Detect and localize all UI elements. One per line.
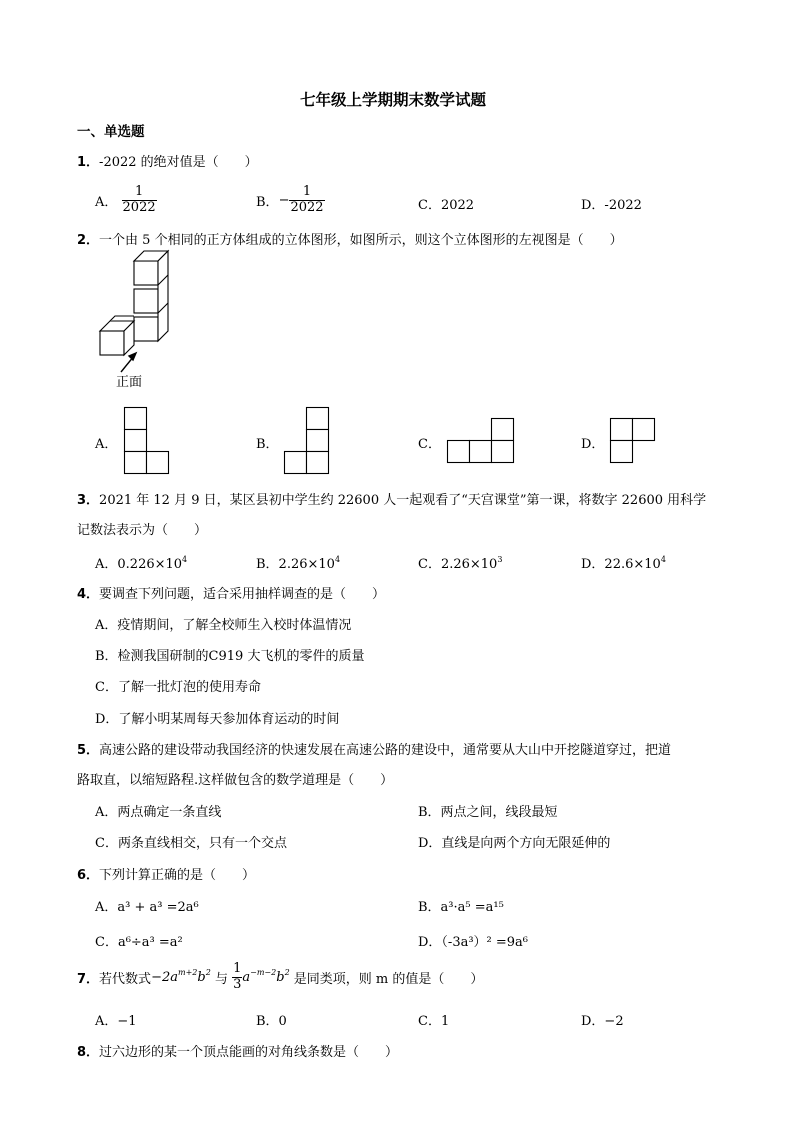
question-6 — [77, 864, 255, 883]
numerator: 1 — [302, 184, 312, 199]
question-text: 要调查下列问题，适合采用抽样调查的是（ ） — [99, 587, 386, 602]
option-d: D．（-3a³）² =9a⁶ — [418, 935, 529, 950]
option-a: A．疫情期间，了解全校师生入校时体温情况 — [95, 618, 352, 633]
option-c: C．a⁶÷a³ =a² — [95, 935, 183, 950]
fraction — [289, 185, 324, 216]
question-text-post: 是同类项，则 m 的值是（ ） — [293, 971, 484, 987]
expr-base: a — [242, 969, 251, 985]
page-title: 七年级上学期期末数学试题 — [300, 91, 487, 109]
option-a: A．−1 — [95, 1014, 137, 1029]
question-5 — [77, 739, 671, 758]
option-a-view — [124, 407, 170, 474]
question-7 — [77, 962, 483, 993]
option-b: B．检测我国研制的C919 大飞机的零件的质量 — [95, 649, 365, 664]
option-d: D．直线是向两个方向无限延伸的 — [418, 836, 611, 851]
option-text: D．22.6×10 — [581, 557, 661, 572]
denominator: 2022 — [290, 199, 324, 215]
fraction — [232, 962, 242, 993]
option-c-label: C． — [418, 437, 441, 452]
option-text: C．2.26×10 — [418, 557, 498, 572]
question-1 — [77, 151, 258, 170]
question-number: 2． — [77, 233, 100, 248]
expr-exponent: −m−2 — [250, 967, 277, 977]
question-number: 7． — [77, 971, 100, 987]
fraction — [122, 185, 157, 216]
denominator: 2022 — [122, 199, 156, 215]
question-8 — [77, 1041, 398, 1060]
option-d — [581, 553, 666, 572]
expr-var: b — [197, 969, 206, 985]
option-label: B． — [256, 194, 279, 210]
exponent: 3 — [497, 555, 503, 564]
question-text-pre: 若代数式 — [99, 971, 152, 987]
question-text: 一个由 5 个相同的正方体组成的立体图形，如图所示，则这个立体图形的左视图是（ ） — [99, 233, 623, 248]
option-b-label: B． — [256, 437, 279, 452]
option-c: C．两条直线相交，只有一个交点 — [95, 836, 287, 851]
front-label: 正面 — [116, 375, 143, 390]
expr-exponent: 2 — [205, 967, 211, 977]
option-d-view — [610, 418, 656, 463]
option-a-label: A． — [95, 437, 118, 452]
question-number: 8． — [77, 1045, 100, 1060]
question-5-line2: 路取直，以缩短路程.这样做包含的数学道理是（ ） — [77, 773, 394, 788]
option-b: B．a³·a⁵ =a¹⁵ — [418, 900, 504, 915]
option-b: B．两点之间，线段最短 — [418, 805, 558, 820]
option-text: A．0.226×10 — [95, 557, 183, 572]
exponent: 4 — [182, 555, 188, 564]
section-heading: 一、单选题 — [77, 124, 145, 140]
question-number: 5． — [77, 743, 100, 758]
denominator: 3 — [233, 976, 242, 992]
exponent: 4 — [334, 555, 341, 564]
question-4 — [77, 583, 385, 602]
question-text-line1: 高速公路的建设带动我国经济的快速发展在高速公路的建设中，通常要从大山中开挖隧道穿过，把道 — [99, 743, 672, 758]
option-a: A．两点确定一条直线 — [95, 805, 222, 820]
exponent: 4 — [660, 555, 666, 564]
expr-exponent: m+2 — [177, 967, 198, 977]
question-number: 3． — [77, 493, 100, 508]
question-text: 过六边形的某一个顶点能画的对角线条数是（ ） — [99, 1045, 399, 1060]
numerator: 1 — [233, 961, 242, 976]
question-3 — [77, 489, 706, 508]
option-a — [95, 553, 187, 572]
option-a — [95, 185, 157, 216]
question-text-mid: 与 — [214, 971, 228, 987]
question-text: -2022 的绝对值是（ ） — [99, 155, 258, 170]
question-number: 6． — [77, 868, 100, 883]
option-c: C．了解一批灯泡的使用寿命 — [95, 680, 261, 695]
option-label: A． — [95, 194, 118, 210]
question-text: 下列计算正确的是（ ） — [99, 868, 256, 883]
option-b — [256, 185, 325, 216]
option-c: C．1 — [418, 1014, 450, 1029]
option-text: B．2.26×10 — [256, 557, 335, 572]
option-c: C．2022 — [418, 198, 475, 213]
numerator: 1 — [134, 184, 144, 199]
expr-base: −2a — [151, 969, 178, 985]
cube-stack-figure — [95, 238, 185, 363]
question-number: 4． — [77, 587, 100, 602]
minus-sign: − — [278, 192, 290, 208]
expression-1 — [151, 967, 211, 985]
option-d: D．-2022 — [581, 198, 642, 213]
option-a: A．a³ + a³ =2a⁶ — [95, 900, 199, 915]
option-d: D．了解小明某周每天参加体育运动的时间 — [95, 712, 340, 727]
question-number: 1． — [77, 155, 100, 170]
expr-exponent: 2 — [284, 967, 290, 977]
option-b-view — [284, 407, 330, 474]
option-d-label: D． — [581, 437, 605, 452]
option-c — [418, 553, 502, 572]
expression-2 — [242, 967, 290, 985]
option-b: B．0 — [256, 1014, 287, 1029]
expr-var: b — [276, 969, 285, 985]
option-b — [256, 553, 340, 572]
option-d: D．−2 — [581, 1014, 624, 1029]
option-c-view — [447, 418, 515, 463]
question-3-line2: 记数法表示为（ ） — [77, 523, 208, 538]
question-text-line1: 2021 年 12 月 9 日，某区县初中学生约 22600 人一起观看了“天宫课堂”第一课，将数字 22600 用科学 — [99, 493, 707, 508]
